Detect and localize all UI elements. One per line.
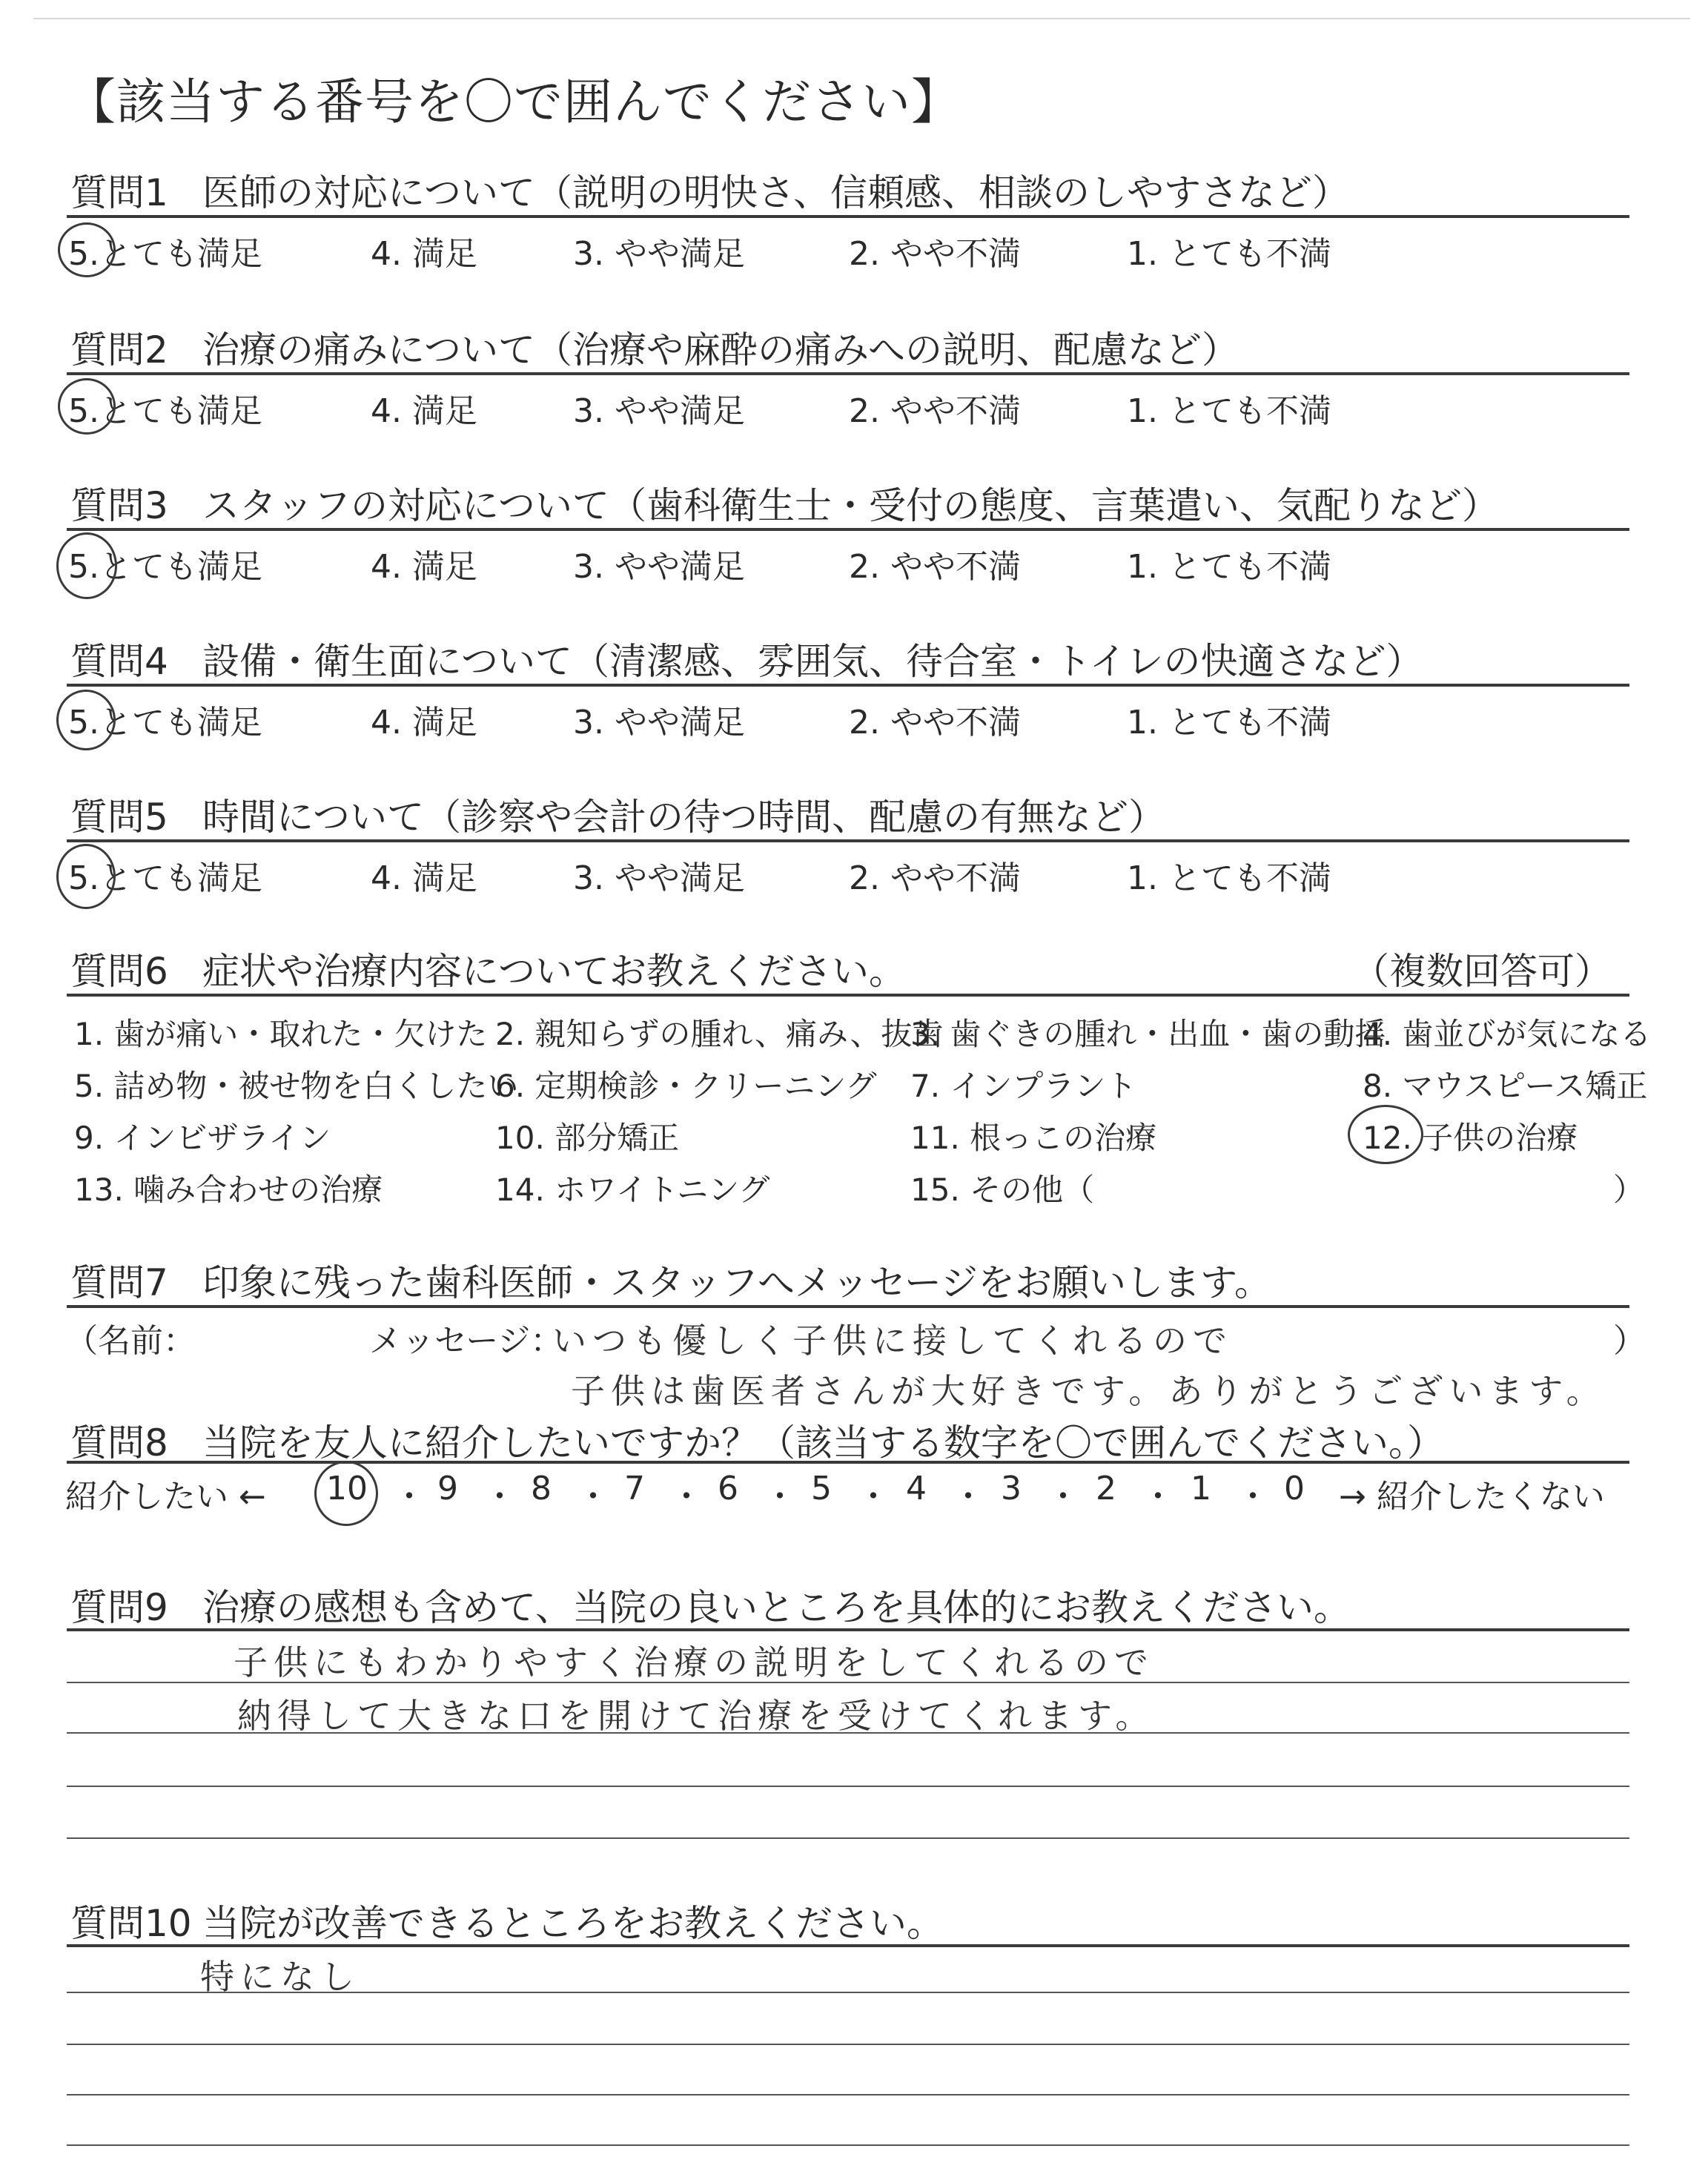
q9-answer-line-2[interactable]: 納得して大きな口を開けて治療を受けてくれます。 (237, 1696, 1156, 1736)
scale-5[interactable]: 5 (811, 1470, 832, 1507)
scale-dot: ・ (670, 1478, 703, 1516)
question-label: 質問10 (70, 1902, 192, 1945)
top-border (33, 18, 1690, 19)
recommend-right-label: → 紹介したくない (1339, 1478, 1605, 1516)
q3-option-5[interactable]: 5.とても満足 (68, 548, 262, 586)
q6-option-11[interactable]: 11. 根っこの治療 (910, 1120, 1157, 1156)
q2-option-5[interactable]: 5.とても満足 (68, 392, 262, 430)
question-label: 質問9 (70, 1586, 168, 1629)
question-label: 質問3 (70, 484, 168, 527)
answer-line (67, 2044, 1629, 2045)
q5-option-1[interactable]: 1. とても不満 (1127, 859, 1331, 897)
scale-2[interactable]: 2 (1096, 1470, 1116, 1507)
scale-dot: ・ (393, 1478, 426, 1516)
q6-option-14[interactable]: 14. ホワイトニング (495, 1172, 770, 1208)
divider (67, 528, 1629, 531)
divider (67, 684, 1629, 687)
q4-option-2[interactable]: 2. やや不満 (849, 704, 1021, 742)
scale-0[interactable]: 0 (1284, 1470, 1305, 1507)
message-label: メッセージ： (369, 1322, 563, 1360)
q2-option-1[interactable]: 1. とても不満 (1127, 392, 1331, 430)
question-text: 印象に残った歯科医師・スタッフへメッセージをお願いします。 (202, 1261, 1271, 1304)
question-text: 設備・衛生面について（清潔感、雰囲気、待合室・トイレの快適さなど） (202, 640, 1423, 683)
q4-option-3[interactable]: 3. やや満足 (573, 704, 745, 742)
question-text: 症状や治療内容についてお教えください。 (202, 950, 906, 993)
scale-4[interactable]: 4 (906, 1470, 927, 1507)
q6-option-6[interactable]: 6. 定期検診・クリーニング (495, 1068, 877, 1104)
question-text: 時間について（診察や会計の待つ時間、配慮の有無など） (202, 796, 1165, 839)
scale-dot: ・ (1047, 1478, 1079, 1516)
divider (67, 1944, 1629, 1947)
q4-selected-circle (56, 690, 116, 750)
answer-line (67, 1837, 1629, 1839)
answer-line (67, 2144, 1629, 2146)
scale-1[interactable]: 1 (1191, 1470, 1211, 1507)
question-text: 医師の対応について（説明の明快さ、信頼感、相談のしやすさなど） (202, 171, 1349, 214)
scale-8[interactable]: 8 (531, 1470, 552, 1507)
q5-option-5[interactable]: 5.とても満足 (68, 859, 262, 897)
page-title: 【該当する番号を〇で囲んでください】 (67, 73, 961, 131)
question-4 (70, 632, 1423, 685)
q6-selected-circle (1348, 1105, 1423, 1164)
question-text: スタッフの対応について（歯科衛生士・受付の態度、言葉遣い、気配りなど） (202, 484, 1499, 527)
divider (67, 994, 1629, 997)
question-2 (70, 320, 1239, 374)
q4-option-5[interactable]: 5.とても満足 (68, 704, 262, 742)
q6-option-5[interactable]: 5. 詰め物・被せ物を白くしたい (74, 1068, 519, 1104)
divider (67, 839, 1629, 842)
q2-option-2[interactable]: 2. やや不満 (849, 392, 1021, 430)
q6-option-8[interactable]: 8. マウスピース矯正 (1363, 1068, 1648, 1104)
q6-option-10[interactable]: 10. 部分矯正 (495, 1120, 680, 1156)
message-answer-line-2[interactable]: 子供は歯医者さんが大好きです。ありがとうございます。 (571, 1371, 1606, 1411)
q3-option-1[interactable]: 1. とても不満 (1127, 548, 1331, 586)
question-label: 質問4 (70, 640, 168, 683)
scale-dot: ・ (1237, 1478, 1269, 1516)
q1-option-1[interactable]: 1. とても不満 (1127, 235, 1331, 273)
question-7 (70, 1253, 1271, 1307)
q6-option-4[interactable]: 4. 歯並びが気になる (1363, 1016, 1652, 1052)
q6-option-13[interactable]: 13. 噛み合わせの治療 (74, 1172, 383, 1208)
divider (67, 1628, 1629, 1631)
q5-option-3[interactable]: 3. やや満足 (573, 859, 745, 897)
q5-option-2[interactable]: 2. やや不満 (849, 859, 1021, 897)
q2-selected-circle (58, 378, 116, 435)
q6-option-12[interactable]: 12. 子供の治療 (1363, 1120, 1578, 1156)
question-6 (70, 942, 906, 995)
question-3 (70, 476, 1499, 529)
q8-selected-circle (314, 1461, 378, 1526)
q1-option-4[interactable]: 4. 満足 (371, 235, 477, 273)
answer-line (67, 2094, 1629, 2095)
question-label: 質問8 (70, 1421, 168, 1464)
q9-answer-line-1[interactable]: 子供にもわかりやすく治療の説明をしてくれるので (234, 1642, 1154, 1682)
question-text: 当院を友人に紹介したいですか？（該当する数字を〇で囲んでください。） (202, 1421, 1444, 1464)
divider (67, 372, 1629, 375)
divider (67, 1305, 1629, 1308)
scale-6[interactable]: 6 (718, 1470, 738, 1507)
q3-option-3[interactable]: 3. やや満足 (573, 548, 745, 586)
answer-line (67, 1786, 1629, 1787)
q2-option-3[interactable]: 3. やや満足 (573, 392, 745, 430)
question-text: 治療の痛みについて（治療や麻酔の痛みへの説明、配慮など） (202, 328, 1239, 371)
q6-option-9[interactable]: 9. インビザライン (74, 1120, 331, 1156)
q6-other-close-paren: ） (1613, 1172, 1645, 1208)
q2-option-4[interactable]: 4. 満足 (371, 392, 477, 430)
q4-option-4[interactable]: 4. 満足 (371, 704, 477, 742)
scale-7[interactable]: 7 (624, 1470, 645, 1507)
question-text: 治療の感想も含めて、当院の良いところを具体的にお教えください。 (202, 1586, 1351, 1629)
q6-option-2[interactable]: 2. 親知らずの腫れ、痛み、抜歯 (495, 1016, 944, 1052)
scale-dot: ・ (857, 1478, 890, 1516)
scale-10[interactable]: 10 (326, 1470, 368, 1507)
q1-option-2[interactable]: 2. やや不満 (849, 235, 1021, 273)
q5-selected-circle (56, 844, 116, 909)
message-close-paren: ） (1613, 1322, 1646, 1360)
scale-9[interactable]: 9 (437, 1470, 458, 1507)
q3-option-4[interactable]: 4. 満足 (371, 548, 477, 586)
question-label: 質問1 (70, 171, 168, 214)
q6-option-3[interactable]: 3. 歯ぐきの腫れ・出血・歯の動揺 (910, 1016, 1386, 1052)
question-5 (70, 787, 1165, 841)
question-label: 質問2 (70, 328, 168, 371)
q10-answer-line-1[interactable]: 特になし (200, 1957, 360, 1997)
question-9 (70, 1578, 1351, 1631)
q3-selected-circle (56, 532, 117, 599)
scale-3[interactable]: 3 (1001, 1470, 1022, 1507)
scale-dot: ・ (952, 1478, 984, 1516)
message-answer-line-1[interactable]: いつも優しく子供に接してくれるので (552, 1321, 1233, 1361)
q4-option-1[interactable]: 1. とても不満 (1127, 704, 1331, 742)
question-1 (70, 163, 1349, 217)
scale-dot: ・ (483, 1478, 516, 1516)
q1-option-3[interactable]: 3. やや満足 (573, 235, 745, 273)
q6-option-7[interactable]: 7. インプラント (910, 1068, 1137, 1104)
question-label: 質問6 (70, 950, 168, 993)
scale-dot: ・ (577, 1478, 609, 1516)
q6-option-15[interactable]: 15. その他（ (910, 1172, 1095, 1208)
q3-option-2[interactable]: 2. やや不満 (849, 548, 1021, 586)
q6-option-1[interactable]: 1. 歯が痛い・取れた・欠けた (74, 1016, 488, 1052)
question-10 (70, 1894, 944, 1947)
scale-dot: ・ (764, 1478, 796, 1516)
question-label: 質問7 (70, 1261, 168, 1304)
divider (67, 215, 1629, 218)
q1-selected-circle (58, 222, 116, 277)
name-label: （名前： (65, 1322, 196, 1360)
scale-dot: ・ (1142, 1478, 1174, 1516)
q1-option-5[interactable]: 5.とても満足 (68, 235, 262, 273)
question-text: 当院が改善できるところをお教えください。 (202, 1902, 944, 1945)
divider (67, 1461, 1629, 1464)
question-label: 質問5 (70, 796, 168, 839)
multiple-answers-note: （複数回答可） (1352, 950, 1612, 993)
q5-option-4[interactable]: 4. 満足 (371, 859, 477, 897)
recommend-left-label: 紹介したい ← (65, 1478, 266, 1516)
question-8 (70, 1413, 1444, 1467)
